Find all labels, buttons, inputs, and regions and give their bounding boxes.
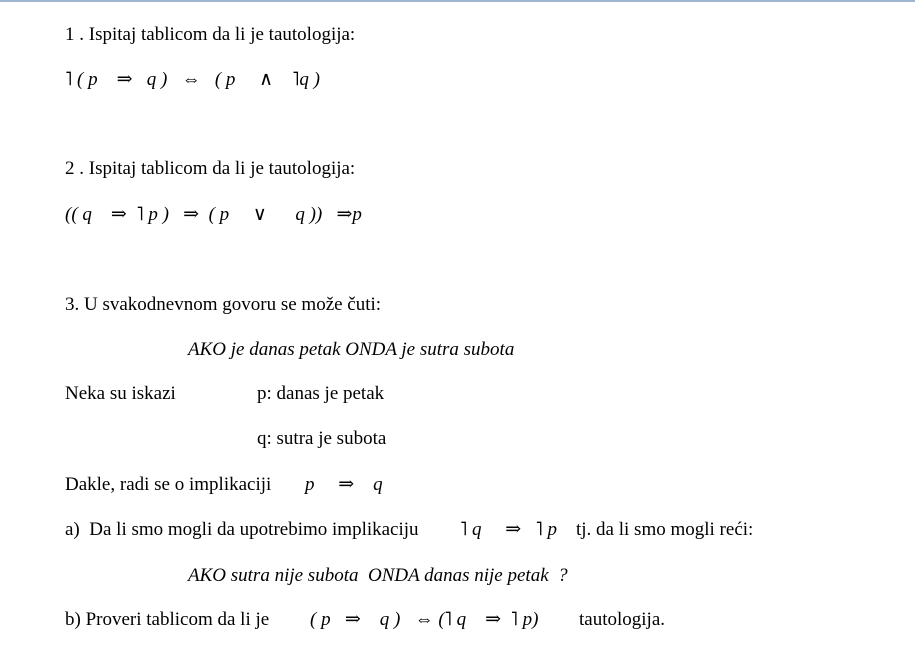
part-b-tail: tautologija. [579, 609, 666, 630]
implication-text: Dakle, radi se o implikaciji [65, 474, 272, 495]
q2-formula: (( q ⇒ ˥ p ) ⇒ ( p ∨ q )) ⇒p [65, 204, 362, 225]
q-definition: q: sutra je subota [257, 428, 387, 449]
part-b-formula: ( p ⇒ q ) ⇔ (˥ q ⇒ ˥ p) [310, 609, 539, 630]
q3-quote: AKO je danas petak ONDA je sutra subota [188, 339, 515, 360]
p-definition: p: danas je petak [257, 383, 385, 404]
q3-title: 3. U svakodnevnom govoru se može čuti: [65, 294, 382, 315]
part-a-formula: ˥ q ⇒ ˥ p [460, 519, 557, 540]
implication-formula: p ⇒ q [305, 474, 383, 495]
q1-formula: ˥ ( p ⇒ q ) ⇔ ( p ∧ ˥q ) [65, 69, 320, 90]
part-a-quote: AKO sutra nije subota ONDA danas nije petak ? [188, 565, 568, 586]
top-border [0, 0, 915, 2]
part-a-text: a) Da li smo mogli da upotrebimo implikaciju [65, 519, 419, 540]
q1-title: 1 . Ispitaj tablicom da li je tautologija: [65, 24, 356, 45]
part-b-text: b) Proveri tablicom da li je [65, 609, 270, 630]
statements-label: Neka su iskazi [65, 383, 176, 404]
part-a-tail: tj. da li smo mogli reći: [576, 519, 754, 540]
q2-title: 2 . Ispitaj tablicom da li je tautologija: [65, 158, 356, 179]
